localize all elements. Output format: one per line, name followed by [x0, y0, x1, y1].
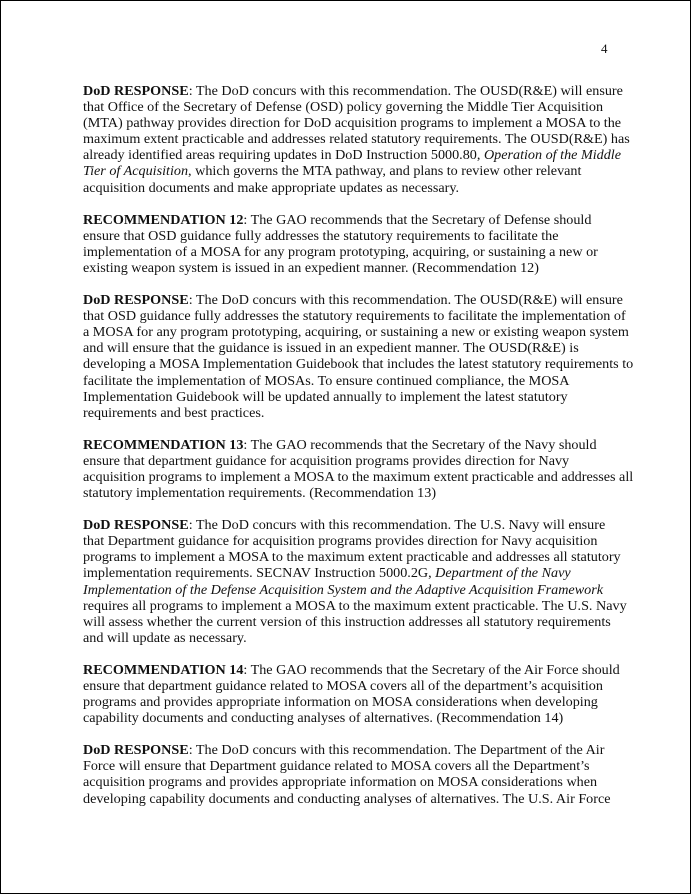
paragraph-text: programs and provides appropriate information on MOSA considerations when developing	[83, 694, 598, 711]
paragraph-label: DoD RESPONSE	[83, 517, 189, 534]
paragraph-text: : The DoD concurs with this recommendation. The Department of the Air	[188, 742, 605, 759]
text-line	[83, 324, 629, 341]
text-line	[83, 180, 613, 196]
text-line	[83, 758, 613, 774]
paragraph-text: and will update as necessary.	[83, 629, 247, 646]
dod-response-paragraph	[83, 292, 634, 421]
text-line	[83, 774, 613, 790]
text-line	[83, 405, 613, 421]
text-line	[83, 437, 613, 453]
text-line	[83, 468, 634, 485]
text-line	[83, 582, 613, 598]
text-line	[83, 678, 613, 694]
paragraph-text: implementation requirements. SECNAV Instruction 5000.2G,	[83, 565, 436, 582]
text-line	[83, 710, 613, 726]
text-line	[83, 485, 613, 501]
paragraph-text: programs to implement a MOSA to the maximum extent practicable and addresses all statutory	[83, 549, 621, 566]
paragraph-label: DoD RESPONSE	[83, 292, 189, 309]
paragraph-text: : The GAO recommends that the Secretary of the Air Force should	[243, 661, 620, 678]
paragraph-text: Force will ensure that Department guidance related to MOSA covers all the Department’s	[83, 758, 590, 775]
recommendation-12-paragraph	[83, 212, 613, 276]
paragraph-text: developing a MOSA Implementation Guidebook that includes the latest statutory requirements to	[83, 356, 634, 373]
text-line	[83, 453, 613, 469]
text-line	[83, 356, 634, 373]
paragraph-text: (MTA) pathway provides direction for DoD acquisition programs to implement a MOSA to the	[83, 115, 622, 132]
text-line	[83, 694, 613, 710]
paragraph-text: requires all programs to implement a MOSA to the maximum extent practicable. The U.S. Navy	[83, 597, 627, 614]
text-line	[83, 244, 613, 260]
text-line	[83, 292, 623, 309]
dod-response-paragraph	[83, 742, 613, 806]
text-line	[83, 260, 613, 276]
paragraph-text: maximum extent practicable and addresses related statutory requirements. The OUSD(R&E) has	[83, 131, 630, 148]
paragraph-text: acquisition programs to implement a MOSA to the maximum extent practicable and addresses all	[83, 468, 634, 485]
text-line	[83, 308, 626, 325]
paragraph-text: that Office of the Secretary of Defense (OSD) policy governing the Middle Tier Acquisition	[83, 99, 604, 116]
paragraph-text: ensure that department guidance for acquisition programs provides direction for Navy	[83, 452, 570, 469]
text-line	[83, 373, 613, 389]
text-line	[83, 83, 623, 99]
paragraph-text: acquisition programs and provides appropriate information on MOSA considerations when	[83, 774, 598, 791]
paragraph-text: , which governs the MTA pathway, and plans to review other relevant	[188, 163, 582, 180]
text-line	[83, 614, 613, 630]
text-line	[83, 228, 613, 244]
dod-response-paragraph	[83, 83, 630, 196]
text-line	[83, 131, 630, 148]
paragraph-text: existing weapon system is issued in an expedient manner. (Recommendation 12)	[83, 259, 539, 276]
text-line	[83, 791, 613, 807]
text-line	[83, 630, 613, 646]
paragraph-text: : The GAO recommends that the Secretary of Defense should	[243, 211, 592, 228]
paragraph-text: that Department guidance for acquisition programs provides direction for Navy acquisition	[83, 533, 598, 550]
recommendation-14-paragraph	[83, 661, 620, 727]
paragraph-text: developing capability documents and conducting analyses of alternatives. The U.S. Air Force	[83, 790, 611, 807]
text-line	[83, 517, 613, 533]
paragraph-text: will assess whether the current version of this instruction addresses all statutory requirements	[83, 613, 611, 630]
paragraph-label: DoD RESPONSE	[83, 83, 189, 99]
paragraph-text: facilitate the implementation of MOSAs. To ensure continued compliance, the MOSA	[83, 372, 570, 389]
paragraph-text: : The GAO recommends that the Secretary of the Navy should	[243, 436, 597, 453]
document-title-italic: Tier of Acquisition	[83, 163, 189, 180]
text-line	[83, 389, 613, 405]
text-line	[83, 597, 627, 614]
paragraph-label: RECOMMENDATION 14	[83, 661, 244, 678]
document-title-italic: Department of the Navy	[435, 565, 571, 582]
paragraph-text: : The DoD concurs with this recommendation. The OUSD(R&E) will ensure	[188, 83, 623, 99]
paragraph-text: ensure that department guidance related to MOSA covers all of the department’s acquisition	[83, 678, 603, 694]
paragraph-label: RECOMMENDATION 13	[83, 436, 244, 453]
text-line	[83, 212, 613, 228]
paragraph-text: a MOSA for any program prototyping, acquiring, or sustaining a new or existing weapon system	[83, 324, 629, 341]
paragraph-text: that OSD guidance fully addresses the statutory requirements to facilitate the implementation of	[83, 308, 626, 325]
paragraph-text: requirements and best practices.	[83, 404, 265, 421]
text-line	[83, 565, 613, 581]
text-line	[83, 661, 620, 678]
text-line	[83, 533, 613, 549]
recommendation-13-paragraph	[83, 436, 634, 502]
text-line	[83, 163, 613, 179]
paragraph-text: acquisition documents and make appropriate updates as necessary.	[83, 179, 460, 196]
paragraph-text: and will ensure that the guidance is issued in an expedient manner. The OUSD(R&E) is	[83, 340, 579, 357]
paragraph-text: Implementation Guidebook will be updated annually to implement the latest statutory	[83, 388, 568, 405]
paragraph-text: : The DoD concurs with this recommendation. The U.S. Navy will ensure	[188, 517, 606, 534]
dod-response-paragraph	[83, 517, 627, 646]
paragraph-text: implementation of a MOSA for any program prototyping, acquiring, or sustaining a new or	[83, 243, 598, 260]
text-line	[83, 549, 621, 566]
text-line	[83, 99, 613, 115]
paragraph-label: DoD RESPONSE	[83, 742, 189, 759]
document-title-italic: Operation of the Middle	[483, 147, 622, 164]
page-number: 4	[601, 41, 608, 56]
document-body	[83, 83, 634, 823]
paragraph-text: : The DoD concurs with this recommendation. The OUSD(R&E) will ensure	[188, 292, 623, 309]
text-line	[83, 340, 613, 356]
paragraph-label: RECOMMENDATION 12	[83, 211, 244, 228]
paragraph-text: already identified areas requiring updates in DoD Instruction 5000.80,	[83, 147, 484, 164]
document-title-italic: Implementation of the Defense Acquisition System and the Adaptive Acquisition Framework	[83, 581, 603, 598]
paragraph-text: capability documents and conducting analyses of alternatives. (Recommendation 14)	[83, 710, 564, 727]
text-line	[83, 147, 622, 164]
text-line	[83, 742, 613, 758]
paragraph-text: ensure that OSD guidance fully addresses the statutory requirements to facilitate the	[83, 227, 559, 244]
text-line	[83, 115, 622, 132]
paragraph-text: statutory implementation requirements. (Recommendation 13)	[83, 485, 437, 502]
